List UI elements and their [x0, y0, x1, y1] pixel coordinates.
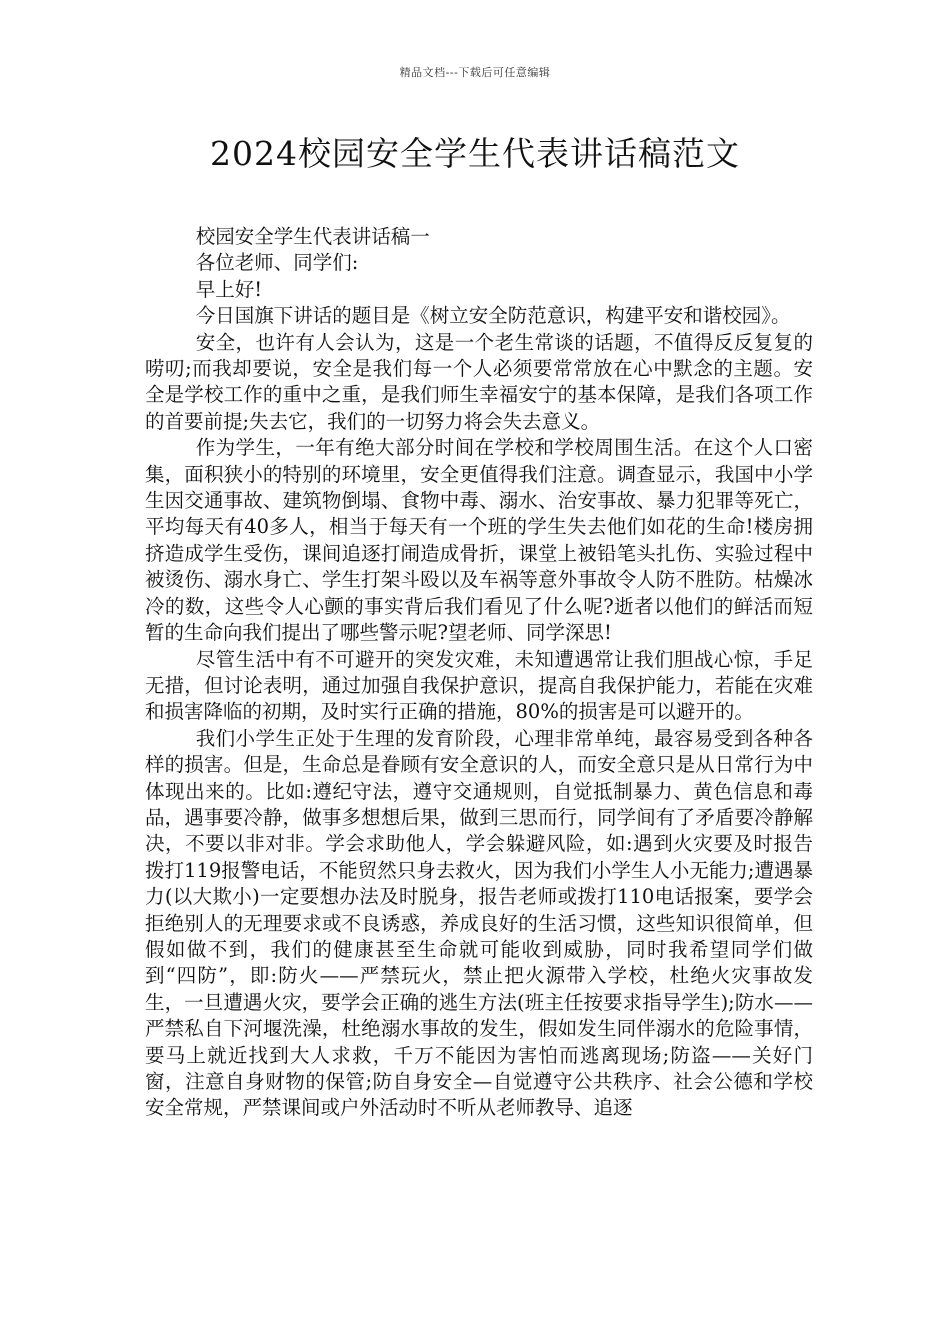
paragraph: 我们小学生正处于生理的发育阶段，心理非常单纯，最容易受到各种各样的损害。但是，生命总是眷顾有安全意识的人，而安全意只是从日常行为中体现出来的。比如:遵纪守法，遵守交通规则，自觉抵制暴力、黄色信息和毒品，遇事要冷静，做事多想想后果，做到三思而行，同学间有了矛盾要冷静解决，不要以非对非。学会求助他人，学会躲避风险，如:遇到火灾要及时报告拨打119报警电话，不能贸然只身去救火，因为我们小学生人小无能力;遭遇暴力(以大欺小)一定要想办法及时脱身，报告老师或拨打110电话报案，要学会拒绝别人的无理要求或不良诱惑，养成良好的生活习惯，这些知识很简单，但假如做不到，我们的健康甚至生命就可能收到威胁，同时我希望同学们做到“四防”，即:防火——严禁玩火，禁止把火源带入学校，杜绝火灾事故发生，一旦遭遇火灾，要学会正确的逃生方法(班主任按要求指导学生);防水——严禁私自下河堰洗澡，杜绝溺水事故的发生，假如发生同伴溺水的危险事情，要马上就近找到大人求救，千万不能因为害怕而逃离现场;防盗——关好门窗，注意自身财物的保管;防自身安全—自觉遵守公共秩序、社会公德和学校安全常规，严禁课间或户外活动时不听从老师教导、追逐	[145, 726, 813, 1120]
page-header-note: 精品文档---下载后可任意编辑	[399, 66, 551, 79]
document-title: 2024校园安全学生代表讲话稿范文	[210, 134, 740, 173]
paragraph: 尽管生活中有不可避开的突发灾难，未知遭遇常让我们胆战心惊，手足无措，但讨论表明，通过加强自我保护意识，提高自我保护能力，若能在灾难和损害降临的初期，及时实行正确的措施，80%的损害是可以避开的。	[145, 647, 813, 724]
document-body	[145, 224, 813, 1122]
paragraph: 今日国旗下讲话的题目是《树立安全防范意识，构建平安和谐校园》。	[195, 304, 791, 328]
paragraph: 作为学生，一年有绝大部分时间在学校和学校周围生活。在这个人口密集，面积狭小的特别的环境里，安全更值得我们注意。调查显示，我国中小学生因交通事故、建筑物倒塌、食物中毒、溺水、治安事故、暴力犯罪等死亡，平均每天有40多人，相当于每天有一个班的学生失去他们如花的生命!楼房拥挤造成学生受伤，课间追逐打闹造成骨折，课堂上被铅笔头扎伤、实验过程中被烫伤、溺水身亡、学生打架斗殴以及车祸等意外事故令人防不胜防。枯燥冰冷的数，这些令人心颤的事实背后我们看见了什么呢?逝者以他们的鲜活而短暂的生命向我们提出了哪些警示呢?望老师、同学深思!	[145, 436, 813, 645]
paragraph: 校园安全学生代表讲话稿一	[195, 225, 430, 248]
paragraph: 安全，也许有人会认为，这是一个老生常谈的话题，不值得反反复复的唠叨;而我却要说，安全是我们每一个人必须要常常放在心中默念的主题。安全是学校工作的重中之重，是我们师生幸福安宁的基本保障，是我们各项工作的首要前提;失去它，我们的一切努力将会失去意义。	[145, 330, 813, 433]
paragraph: 各位老师、同学们:	[195, 251, 359, 275]
paragraph: 早上好!	[195, 277, 263, 301]
